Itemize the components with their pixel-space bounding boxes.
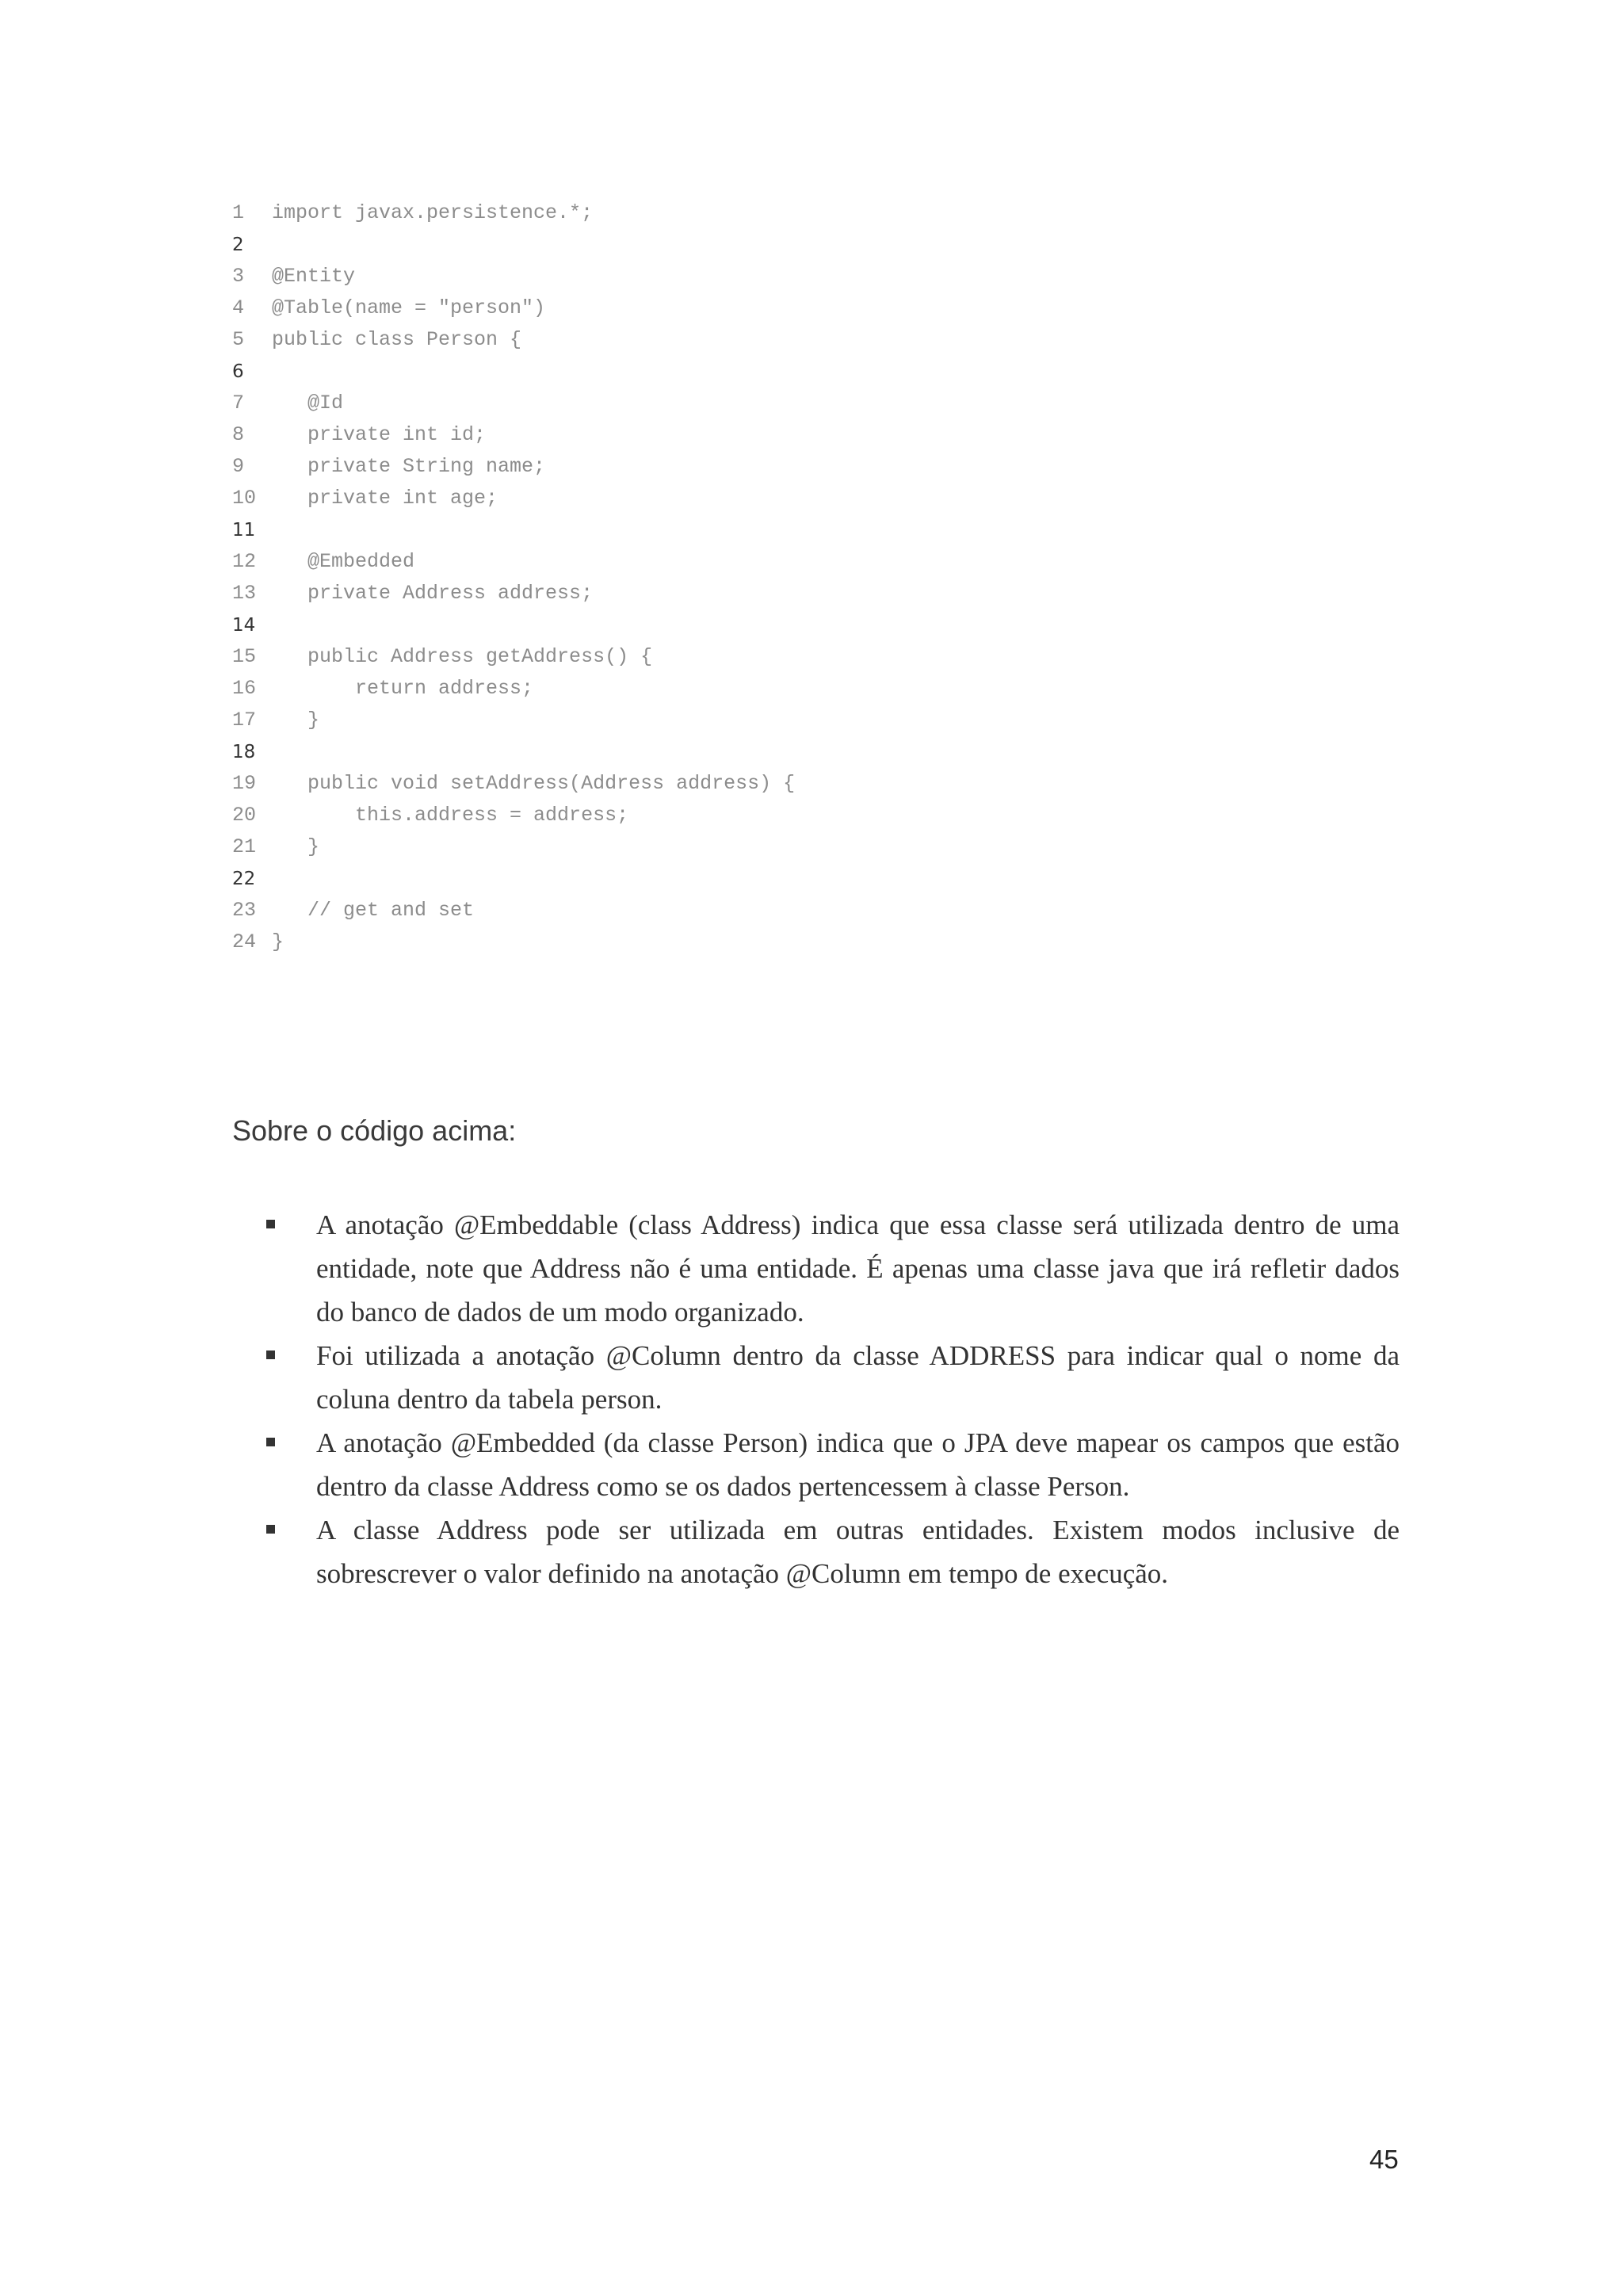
line-number: 5 [232,328,245,351]
bullet-list [266,1203,1400,1595]
code-text: @Id [272,392,344,415]
page-number: 45 [1369,2145,1399,2174]
line-number: 4 [232,296,245,319]
line-number: 21 [232,835,257,858]
code-text: @Embedded [272,550,415,573]
code-line [232,800,1183,831]
code-line [232,926,1183,958]
line-number: 10 [232,487,257,510]
line-number: 11 [232,520,256,541]
code-text: } [272,709,320,732]
line-number: 16 [232,677,257,700]
line-number: 20 [232,804,257,827]
code-line [232,324,1183,356]
code-line [232,609,1183,641]
bullet-item [266,1334,1400,1421]
bullet-item [266,1508,1400,1595]
line-number: 23 [232,899,257,922]
code-text: } [272,930,285,953]
square-bullet-icon [266,1220,275,1228]
square-bullet-icon [266,1525,275,1534]
square-bullet-icon [266,1438,275,1446]
code-text: return address; [272,677,534,700]
line-number: 12 [232,550,257,573]
line-number: 8 [232,423,245,446]
line-number: 24 [232,930,257,953]
code-line [232,229,1183,261]
line-number: 13 [232,582,257,605]
line-number: 19 [232,772,257,795]
code-text: private Address address; [272,582,594,605]
code-text: @Entity [272,265,356,288]
code-text: public Address getAddress() { [272,645,653,668]
line-number: 17 [232,709,257,732]
code-line [232,356,1183,388]
line-number: 1 [232,201,245,224]
code-line [232,197,1183,229]
code-line [232,419,1183,451]
line-number: 18 [232,742,256,762]
code-text: private int id; [272,423,487,446]
code-text: // get and set [272,899,475,922]
code-text: private int age; [272,487,498,510]
code-line [232,863,1183,895]
bullet-text: A anotação @Embedded (da classe Person) indica que o JPA deve mapear os campos que estão dentro da classe Address como se os dados pertencessem à classe Person. [316,1427,1400,1502]
code-text: public void setAddress(Address address) { [272,772,796,795]
code-listing [232,197,1183,958]
line-number: 6 [232,361,244,382]
line-number: 15 [232,645,257,668]
bullet-text: A anotação @Embeddable (class Address) indica que essa classe será utilizada dentro de uma entidade, note que Address não é uma entidade. É apenas uma classe java que irá refletir dados do banco de dados de um modo organizado. [316,1209,1400,1328]
code-line [232,831,1183,863]
code-line [232,768,1183,800]
bullet-item [266,1421,1400,1508]
code-text: import javax.persistence.*; [272,201,594,224]
line-number: 22 [232,869,256,889]
line-number: 9 [232,455,245,478]
section-title: Sobre o código acima: [232,1114,517,1147]
code-line [232,641,1183,673]
code-line [232,483,1183,514]
line-number: 7 [232,392,245,415]
line-number: 3 [232,265,245,288]
bullet-text: A classe Address pode ser utilizada em outras entidades. Existem modos inclusive de sobrescrever o valor definido na anotação @Column em tempo de execução. [316,1515,1400,1589]
code-line [232,514,1183,546]
code-text: this.address = address; [272,804,629,827]
code-line [232,451,1183,483]
code-line [232,388,1183,419]
code-line [232,736,1183,768]
code-line [232,292,1183,324]
line-number: 14 [232,615,256,636]
code-line [232,261,1183,292]
code-text: } [272,835,320,858]
code-line [232,546,1183,578]
code-text: public class Person { [272,328,522,351]
square-bullet-icon [266,1350,275,1359]
code-text: private String name; [272,455,546,478]
code-text: @Table(name = "person") [272,296,546,319]
code-line [232,578,1183,609]
code-line [232,673,1183,705]
bullet-text: Foi utilizada a anotação @Column dentro da classe ADDRESS para indicar qual o nome da coluna dentro da tabela person. [316,1340,1400,1415]
line-number: 2 [232,235,244,255]
bullet-item [266,1203,1400,1334]
code-line [232,705,1183,736]
code-line [232,895,1183,926]
